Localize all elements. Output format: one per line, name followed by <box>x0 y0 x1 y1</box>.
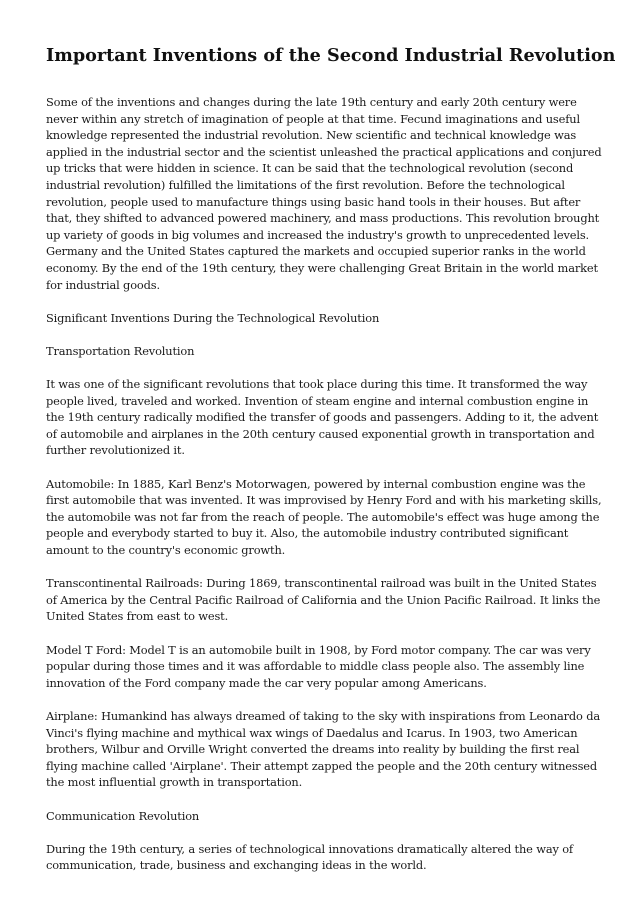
railroads-paragraph: Transcontinental Railroads: During 1869, transcontinental railroad was built in the United States of America by the Central Pacific Railroad of California and the Union Pacific Railroad. It links the United States from east to west. <box>46 576 601 624</box>
section-heading-significant-inventions: Significant Inventions During the Technological Revolution <box>46 310 380 325</box>
transportation-paragraph: It was one of the significant revolutions that took place during this time. It transformed the way people lived, traveled and worked. Invention of steam engine and internal combustion engine in the 19th century radically modified the transfer of goods and passengers. Adding to it, the advent of automobile and airplanes in the 20th century caused exponential growth in transportation and further revolutionized it. <box>46 377 599 458</box>
intro-paragraph: Some of the inventions and changes during the late 19th century and early 20th century were never within any stretch of imagination of people at that time. Fecund imaginations and useful knowledge represented the industrial revolution. New scientific and technical knowledge was applied in the industrial sector and the scientist unleashed the practical applications and conjured up tricks that were hidden in science. It can be said that the technological revolution (second industrial revolution) fulfilled the limitations of the first revolution. Before the technological revolution, people used to manufacture things using basic hand tools in their houses. But after that, they shifted to advanced powered machinery, and mass productions. This revolution brought up variety of goods in big volumes and increased the industry's growth to unprecedented levels. Germany and the United States captured the markets and occupied superior ranks in the world economy. By the end of the 19th century, they were challenging Great Britain in the world market for industrial goods. <box>46 95 602 292</box>
communication-paragraph: During the 19th century, a series of technological innovations dramatically altered the way of communication, trade, business and exchanging ideas in the world. <box>46 841 573 873</box>
document-title: Important Inventions of the Second Industrial Revolution <box>46 45 616 66</box>
section-heading-transportation: Transportation Revolution <box>46 343 195 358</box>
model-t-paragraph: Model T Ford: Model T is an automobile built in 1908, by Ford motor company. The car was very popular during those times and it was affordable to middle class people also. The assembly line innovation of the Ford company made the car very popular among Americans. <box>46 642 591 690</box>
airplane-paragraph: Airplane: Humankind has always dreamed of taking to the sky with inspirations from Leonardo da Vinci's flying machine and mythical wax wings of Daedalus and Icarus. In 1903, two American brothers, Wilbur and Orville Wright converted the dreams into reality by building the first real flying machine called 'Airplane'. Their attempt zapped the people and the 20th century witnessed the most influential growth in transportation. <box>46 708 600 790</box>
document-page <box>46 44 616 891</box>
automobile-paragraph: Automobile: In 1885, Karl Benz's Motorwagen, powered by internal combustion engine was the first automobile that was invented. It was improvised by Henry Ford and with his marketing skills, the automobile was not far from the reach of people. The automobile's effect was huge among the people and everybody started to buy it. Also, the automobile industry contributed significant amount to the country's economic growth. <box>46 476 602 558</box>
section-heading-communication: Communication Revolution <box>46 808 200 823</box>
